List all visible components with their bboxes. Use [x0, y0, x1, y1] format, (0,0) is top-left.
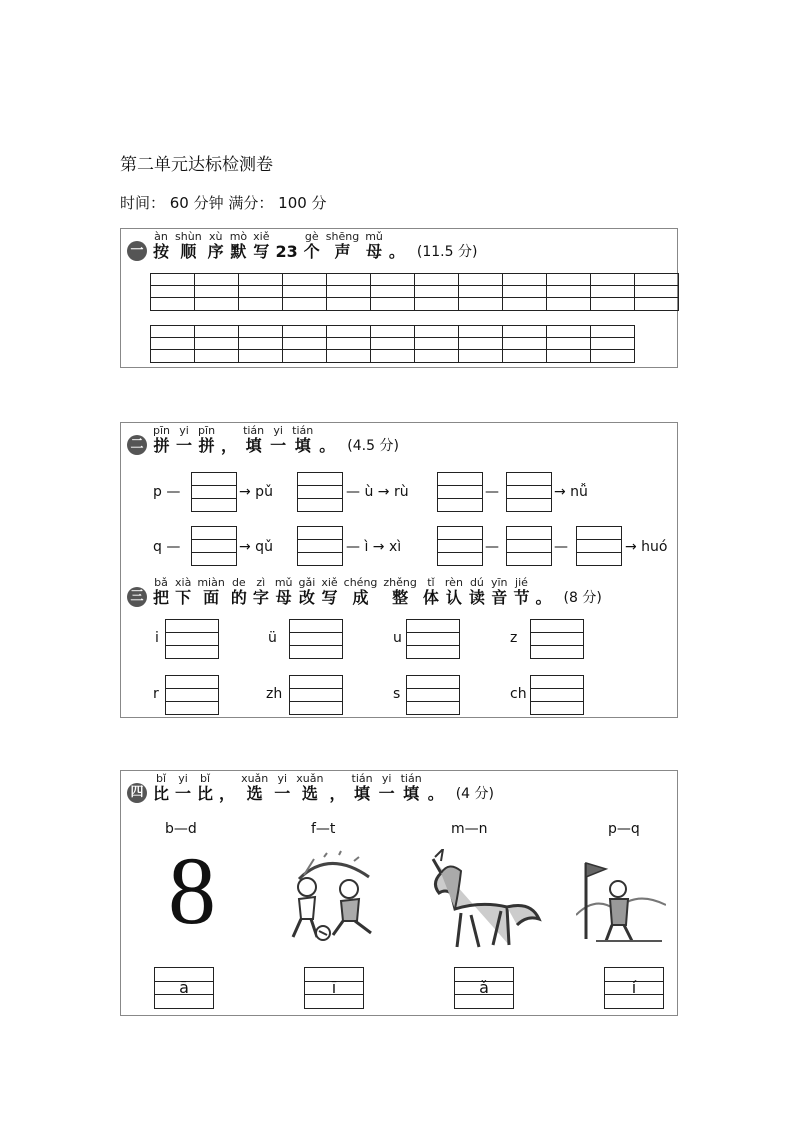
writing-cell[interactable]: [547, 325, 591, 363]
q2-prompt: [127, 425, 399, 455]
answer-box[interactable]: [297, 526, 343, 566]
horse-image: [421, 849, 543, 953]
prompt-word: [253, 577, 269, 607]
row2-text-4: —: [554, 539, 568, 555]
hanzi: 的: [230, 588, 247, 607]
writing-cell[interactable]: [415, 273, 459, 311]
answer-box[interactable]: [506, 526, 552, 566]
exam-meta: 时间： 60 分钟 满分： 100 分: [120, 194, 327, 212]
digit-eight: 8: [168, 837, 216, 944]
q3-prompt: [127, 577, 602, 607]
pinyin: tián: [243, 424, 265, 437]
prompt-word: [491, 577, 508, 607]
pinyin: àn: [154, 230, 168, 243]
answer-box[interactable]: [604, 967, 664, 1009]
pinyin: pīn: [198, 424, 216, 437]
section-2-3: [120, 422, 678, 718]
prompt-word: [469, 577, 485, 607]
prompt-word: [365, 231, 383, 261]
answer-box[interactable]: [530, 675, 584, 715]
row1-text-2: — ù → rù: [346, 484, 409, 500]
pinyin: de: [231, 576, 246, 589]
pinyin: zì: [256, 576, 266, 589]
row1-text-3: —: [485, 484, 499, 500]
writing-cell[interactable]: [239, 273, 283, 311]
row2-text-2: — ì → xì: [346, 539, 402, 555]
pinyin: chéng: [343, 576, 378, 589]
prompt-word: [275, 577, 293, 607]
hanzi: 一: [270, 436, 287, 455]
hanzi: 字: [252, 588, 269, 607]
hanzi: 一: [274, 784, 291, 803]
prompt-word: [428, 773, 444, 803]
writing-cell[interactable]: [503, 325, 547, 363]
writing-cell[interactable]: [327, 273, 371, 311]
answer-box[interactable]: [154, 967, 214, 1009]
pinyin: yi: [277, 772, 288, 785]
pinyin: gè: [304, 230, 319, 243]
writing-cell[interactable]: [503, 273, 547, 311]
writing-cell[interactable]: [547, 273, 591, 311]
hanzi: 比: [153, 784, 170, 803]
pinyin: mǔ: [274, 576, 293, 589]
hanzi: 改: [298, 588, 315, 607]
hanzi: 。: [319, 436, 336, 455]
prompt-word: [270, 425, 286, 455]
row1-start: p —: [153, 484, 181, 500]
q2-number: 二: [127, 435, 147, 455]
prompt-word: [153, 577, 169, 607]
score: (11.5 分): [416, 244, 478, 260]
writing-cell[interactable]: [195, 325, 239, 363]
tone-a3: ǎ: [479, 978, 489, 997]
prompt-word: [221, 425, 237, 455]
pinyin: gǎi: [298, 576, 316, 589]
consonant-grid-row-2: [150, 325, 635, 363]
answer-box[interactable]: [304, 967, 364, 1009]
pinyin: yi: [273, 424, 283, 437]
prompt-word: [292, 425, 313, 455]
score: (4 分): [455, 786, 494, 802]
hanzi: 认: [445, 588, 462, 607]
answer-box[interactable]: [165, 619, 219, 659]
pinyin: xià: [175, 576, 192, 589]
writing-cell[interactable]: [327, 325, 371, 363]
pair-b-d: b—d: [165, 821, 197, 837]
hanzi: ，: [219, 784, 236, 803]
writing-cell[interactable]: [150, 325, 195, 363]
flag-image: [576, 855, 666, 945]
prompt-word: [197, 773, 213, 803]
document-title: 第二单元达标检测卷: [120, 155, 273, 175]
hanzi: 一: [378, 784, 395, 803]
prompt-word: [536, 577, 552, 607]
hanzi: 读: [468, 588, 485, 607]
hanzi: 声: [334, 242, 351, 261]
pinyin: yīn: [490, 576, 508, 589]
writing-cell[interactable]: [195, 273, 239, 311]
prompt-word: [219, 773, 235, 803]
hanzi: 下: [175, 588, 192, 607]
prompt-word: [304, 231, 320, 261]
answer-box[interactable]: [437, 472, 483, 512]
hanzi: 体: [422, 588, 439, 607]
pair-f-t: f—t: [311, 821, 336, 837]
answer-box[interactable]: [406, 675, 460, 715]
pinyin: bǐ: [200, 772, 211, 785]
pinyin: pīn: [153, 424, 171, 437]
prompt-word: [153, 231, 169, 261]
pinyin: shùn: [175, 230, 202, 243]
prompt-word: [513, 577, 529, 607]
row2-text-5: → huó: [625, 539, 668, 555]
pinyin: mǔ: [365, 230, 383, 243]
prompt-word: [153, 773, 169, 803]
tone-i2: í: [631, 978, 637, 997]
row1-text-4: → nǚ: [554, 484, 588, 500]
pair-p-q: p—q: [608, 821, 640, 837]
pinyin: mò: [229, 230, 248, 243]
prompt-word: [379, 773, 395, 803]
score: (8 分): [563, 590, 602, 606]
prompt-word: [208, 231, 224, 261]
prompt-word: [296, 773, 323, 803]
answer-box[interactable]: [530, 619, 584, 659]
hanzi: 一: [176, 436, 193, 455]
hanzi: 23: [275, 242, 298, 261]
hanzi: 按: [153, 242, 170, 261]
letter-s: s: [393, 686, 401, 702]
pinyin: xiě: [253, 230, 270, 243]
hanzi: 拼: [198, 436, 215, 455]
pinyin: yi: [178, 772, 188, 785]
kids-soccer-image: [279, 849, 379, 945]
hanzi: 成: [352, 588, 369, 607]
tone-a1: ā: [179, 978, 189, 997]
consonant-grid-row-1: [150, 273, 679, 311]
writing-cell[interactable]: [459, 325, 503, 363]
row2-text-3: —: [485, 539, 499, 555]
letter-i: i: [155, 630, 159, 646]
row2-start: q —: [153, 539, 181, 555]
hanzi: 。: [388, 242, 405, 261]
pinyin: dú: [469, 576, 484, 589]
hanzi: 比: [197, 784, 214, 803]
hanzi: 填: [403, 784, 420, 803]
pinyin: yi: [381, 772, 392, 785]
prompt-word: [231, 577, 247, 607]
hanzi: 母: [275, 588, 292, 607]
pinyin: xù: [208, 230, 223, 243]
letter-u-umlaut: ü: [268, 630, 277, 646]
pinyin: xuǎn: [296, 772, 324, 785]
prompt-word: [253, 231, 269, 261]
hanzi: 一: [175, 784, 192, 803]
hanzi: 填: [245, 436, 262, 455]
pinyin: yi: [179, 424, 189, 437]
row2-text-1: → qǔ: [239, 539, 273, 555]
prompt-word: [445, 577, 463, 607]
hanzi: 顺: [180, 242, 197, 261]
answer-box[interactable]: [165, 675, 219, 715]
pinyin: tǐ: [427, 576, 435, 589]
prompt-word: [175, 577, 191, 607]
pinyin: shēng: [325, 230, 360, 243]
hanzi: 节: [513, 588, 530, 607]
prompt-word: [197, 577, 224, 607]
answer-box[interactable]: [289, 619, 343, 659]
prompt-word: [275, 231, 297, 261]
writing-cell[interactable]: [283, 325, 327, 363]
answer-box[interactable]: [437, 526, 483, 566]
writing-cell[interactable]: [371, 325, 415, 363]
hanzi: 写: [321, 588, 338, 607]
tone-i1: ī: [331, 978, 337, 997]
writing-cell[interactable]: [150, 273, 195, 311]
prompt-word: [230, 231, 247, 261]
pinyin: zhěng: [383, 576, 417, 589]
prompt-word: [389, 231, 405, 261]
prompt-word: [352, 773, 373, 803]
answer-box[interactable]: [406, 619, 460, 659]
pinyin: jié: [515, 576, 528, 589]
prompt-word: [241, 773, 268, 803]
prompt-word: [344, 577, 378, 607]
hanzi: 序: [207, 242, 224, 261]
hanzi: 默: [230, 242, 247, 261]
prompt-word: [423, 577, 439, 607]
hanzi: 填: [294, 436, 311, 455]
pinyin: tián: [351, 772, 373, 785]
answer-box[interactable]: [576, 526, 622, 566]
prompt-word: [175, 231, 202, 261]
writing-cell[interactable]: [459, 273, 503, 311]
q4-number: 四: [127, 783, 147, 803]
letter-z: z: [510, 630, 518, 646]
writing-cell[interactable]: [239, 325, 283, 363]
prompt-word: [329, 773, 345, 803]
writing-cell[interactable]: [371, 273, 415, 311]
score: (4.5 分): [347, 438, 399, 454]
letter-u: u: [393, 630, 402, 646]
answer-box[interactable]: [506, 472, 552, 512]
prompt-word: [326, 231, 359, 261]
hanzi: 把: [153, 588, 170, 607]
prompt-word: [321, 577, 337, 607]
hanzi: 。: [535, 588, 552, 607]
q3-number: 三: [127, 587, 147, 607]
hanzi: ，: [329, 784, 346, 803]
prompt-word: [175, 773, 191, 803]
prompt-word: [198, 425, 215, 455]
prompt-word: [319, 425, 335, 455]
writing-cell[interactable]: [635, 273, 679, 311]
hanzi: 写: [253, 242, 270, 261]
letter-r: r: [153, 686, 159, 702]
prompt-word: [176, 425, 192, 455]
hanzi: 母: [366, 242, 383, 261]
writing-cell[interactable]: [591, 325, 635, 363]
prompt-word: [274, 773, 290, 803]
writing-cell[interactable]: [283, 273, 327, 311]
hanzi: 整: [392, 588, 409, 607]
section-4: [120, 770, 678, 1016]
prompt-word: [401, 773, 422, 803]
row1-text-1: → pǔ: [239, 484, 273, 500]
hanzi: 。: [427, 784, 444, 803]
answer-box[interactable]: [454, 967, 514, 1009]
hanzi: 选: [301, 784, 318, 803]
answer-box[interactable]: [289, 675, 343, 715]
letter-zh: zh: [266, 686, 283, 702]
hanzi: 音: [491, 588, 508, 607]
hanzi: 个: [303, 242, 320, 261]
answer-box[interactable]: [191, 526, 237, 566]
q1-prompt: [127, 231, 477, 261]
letter-ch: ch: [510, 686, 527, 702]
section-1: [120, 228, 678, 368]
pinyin: tián: [400, 772, 422, 785]
prompt-word: [299, 577, 316, 607]
pinyin: xuǎn: [241, 772, 269, 785]
hanzi: ，: [221, 436, 238, 455]
pinyin: miàn: [197, 576, 225, 589]
hanzi: 选: [246, 784, 263, 803]
pinyin: xiě: [321, 576, 338, 589]
pair-m-n: m—n: [451, 821, 488, 837]
q1-number: 一: [127, 241, 147, 261]
q4-prompt: [127, 773, 494, 803]
answer-box[interactable]: [297, 472, 343, 512]
pinyin: bǐ: [155, 772, 167, 785]
prompt-word: [243, 425, 264, 455]
writing-cell[interactable]: [591, 273, 635, 311]
prompt-word: [153, 425, 170, 455]
prompt-word: [383, 577, 416, 607]
hanzi: 面: [203, 588, 220, 607]
hanzi: 填: [354, 784, 371, 803]
writing-cell[interactable]: [415, 325, 459, 363]
pinyin: bǎ: [154, 576, 168, 589]
pinyin: rèn: [444, 576, 463, 589]
answer-box[interactable]: [191, 472, 237, 512]
hanzi: 拼: [153, 436, 170, 455]
pinyin: tián: [292, 424, 314, 437]
